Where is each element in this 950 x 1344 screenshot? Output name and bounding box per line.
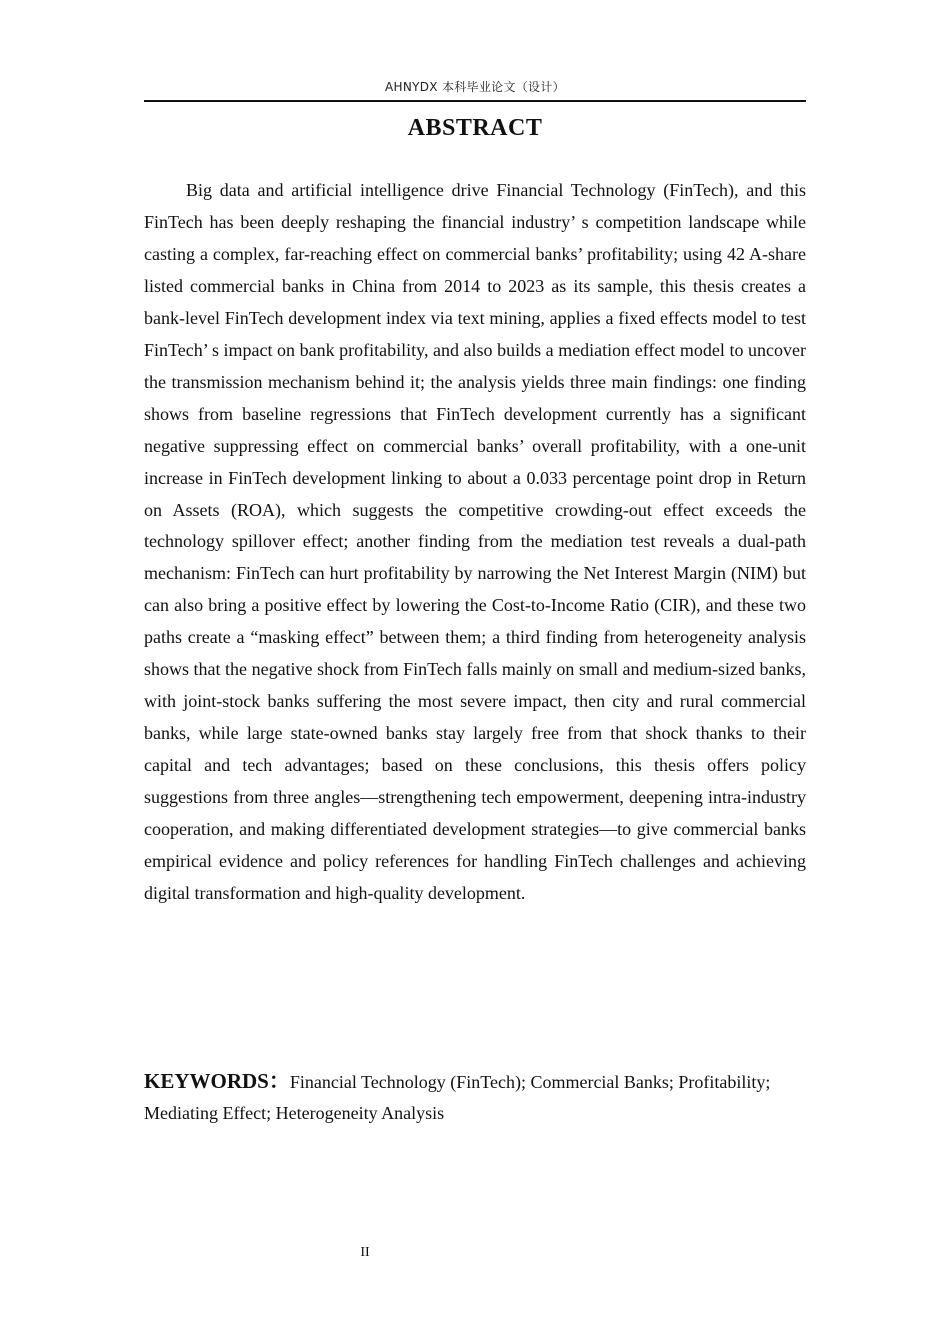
header-rule [144, 100, 806, 102]
keywords-text: Financial Technology (FinTech); Commercial Banks; Profitability; Mediating Effect; Heterogeneity Analysis [144, 1072, 771, 1123]
page-title: ABSTRACT [407, 115, 543, 141]
running-header: AHNYDX 本科毕业论文（设计） [385, 80, 565, 94]
abstract-paragraph: Big data and artificial intelligence drive Financial Technology (FinTech), and this FinTech has been deeply reshaping the financial industry’ s competition landscape while casting a complex, far-reaching effect on commercial banks’ profitability; using 42 A-share listed commercial banks in China from 2014 to 2023 as its sample, this thesis creates a bank-level FinTech development index via text mining, applies a fixed effects model to test FinTech’ s impact on bank profitability, and also builds a mediation effect model to uncover the transmission mechanism behind it; the analysis yields three main findings: one finding shows from baseline regressions that FinTech development currently has a significant negative suppressing effect on commercial banks’ overall profitability, with a one-unit increase in FinTech development linking to about a 0.033 percentage point drop in Return on Assets (ROA), which suggests the competitive crowding-out effect exceeds the technology spillover effect; another finding from the mediation test reveals a dual-path mechanism: FinTech can hurt profitability by narrowing the Net Interest Margin (NIM) but can also bring a positive effect by lowering the Cost-to-Income Ratio (CIR), and these two paths create a “masking effect” between them; a third finding from heterogeneity analysis shows that the negative shock from FinTech falls mainly on small and medium-sized banks, with joint-stock banks suffering the most severe impact, then city and rural commercial banks, while large state-owned banks stay largely free from that shock thanks to their capital and tech advantages; based on these conclusions, this thesis offers policy suggestions from three angles—strengthening tech empowerment, deepening intra-industry cooperation, and making differentiated development strategies—to give commercial banks empirical evidence and policy references for handling FinTech challenges and achieving digital transformation and high-quality development. [144, 180, 806, 903]
page-number: II [360, 1245, 370, 1260]
keywords-label: KEYWORDS： [144, 1069, 290, 1093]
keywords-section [144, 1066, 806, 1129]
